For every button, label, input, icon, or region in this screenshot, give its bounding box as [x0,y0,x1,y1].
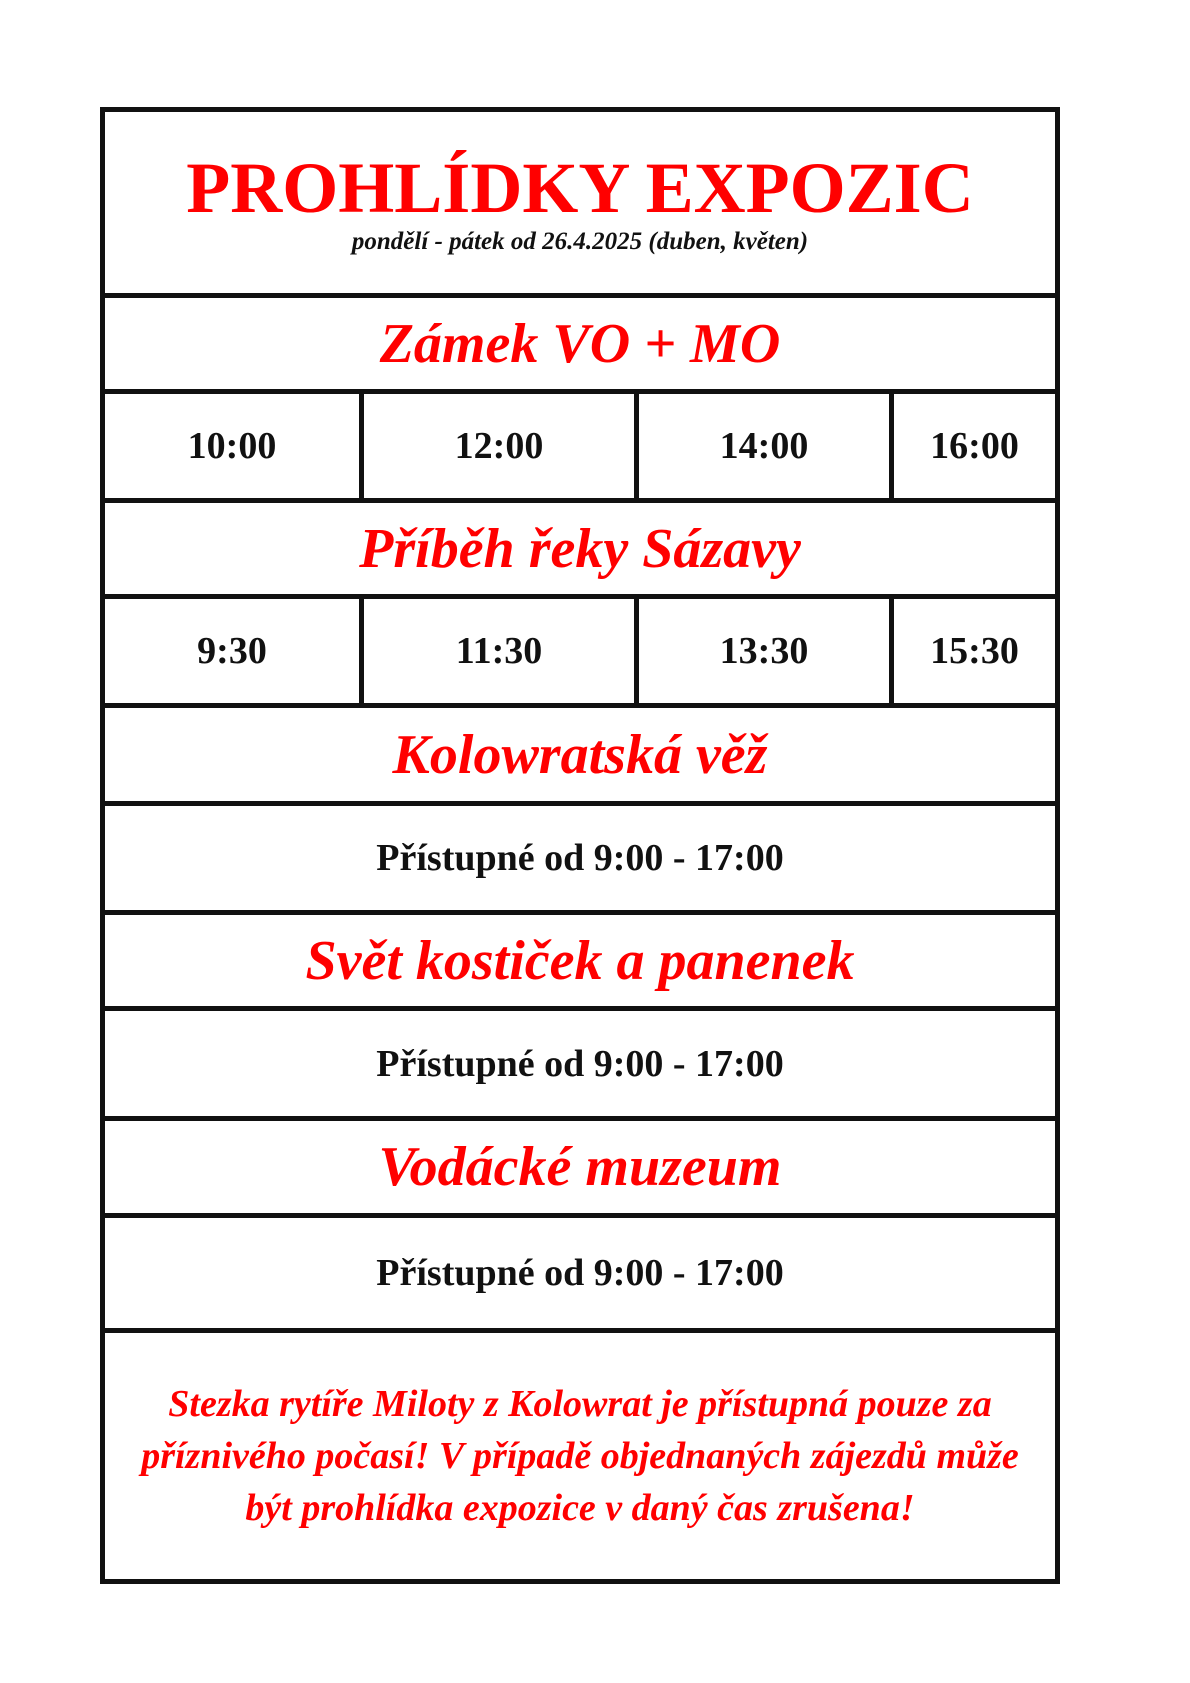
access-hours: Přístupné od 9:00 - 17:00 [376,1252,784,1294]
section-vez-access-row [105,806,1055,915]
weather-note: Stezka rytíře Miloty z Kolowrat je přístupná pouze za příznivého počasí! V případě objednaných zájezdů může být prohlídka expozice v daný čas zrušena! [141,1383,1019,1529]
page-title: PROHLÍDKY EXPOZIC [186,147,974,228]
section-pribeh-times-row [105,599,1055,708]
section-zamek-name-row [105,298,1055,394]
section-name: Příběh řeky Sázavy [359,517,801,580]
section-vodacke-name-row [105,1121,1055,1218]
section-name: Svět kostiček a panenek [305,929,855,992]
note-row [105,1333,1055,1579]
time-cell: 11:30 [364,599,639,703]
time-cell: 13:30 [639,599,894,703]
access-hours: Přístupné od 9:00 - 17:00 [376,837,784,879]
time-cell: 15:30 [930,630,1019,672]
header-row [105,112,1055,298]
time-cell: 10:00 [105,394,364,498]
section-name: Kolowratská věž [392,723,768,786]
page-subtitle: pondělí - pátek od 26.4.2025 (duben, květen) [351,227,809,255]
time-cell: 14:00 [639,394,894,498]
section-vodacke-access-row [105,1218,1055,1333]
section-zamek-times-row [105,394,1055,503]
time-cell: 16:00 [930,425,1019,467]
schedule-table [100,107,1060,1584]
section-svet-name-row [105,915,1055,1011]
section-name: Zámek VO + MO [379,312,781,375]
section-vez-name-row [105,708,1055,806]
section-name: Vodácké muzeum [378,1136,782,1198]
access-hours: Přístupné od 9:00 - 17:00 [376,1042,784,1085]
time-cell: 9:30 [105,599,364,703]
section-svet-access-row [105,1011,1055,1121]
section-pribeh-name-row [105,503,1055,599]
time-cell: 12:00 [364,394,639,498]
